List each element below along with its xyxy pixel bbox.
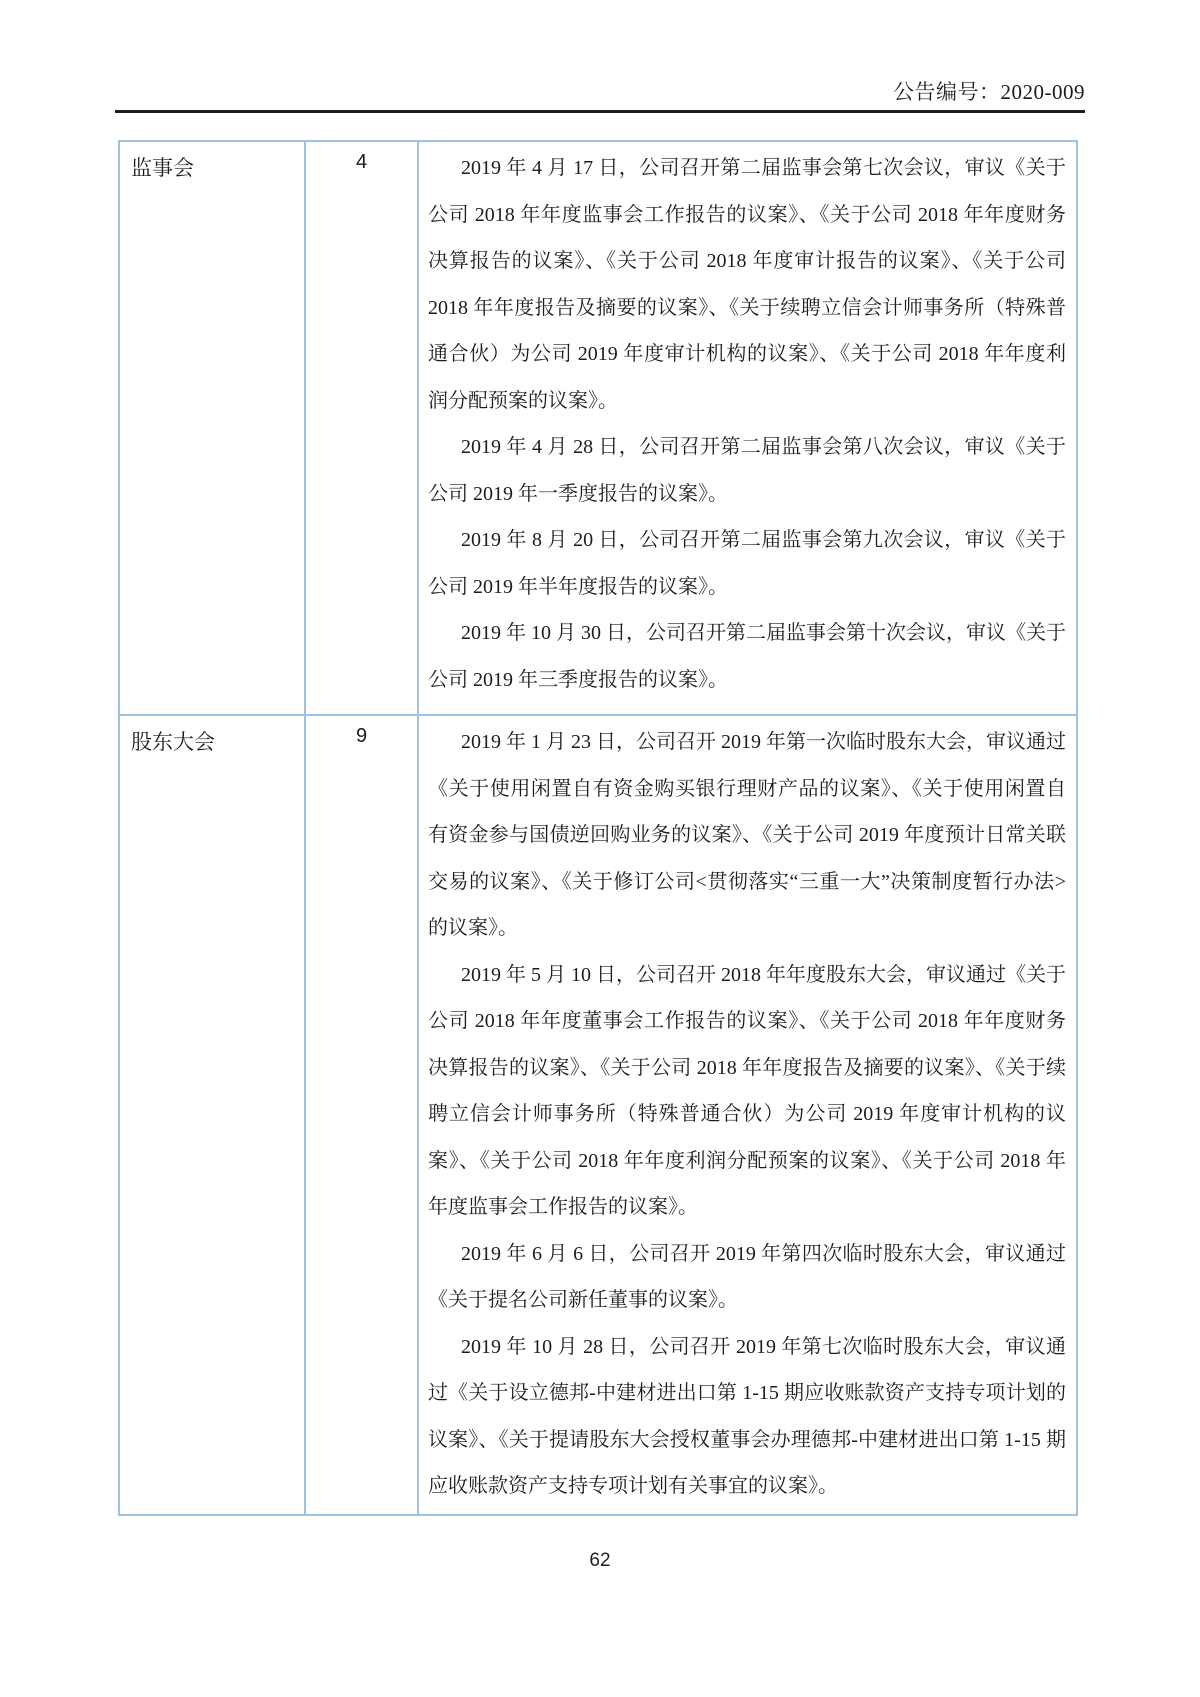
meeting-paragraph: 2019 年 4 月 17 日，公司召开第二届监事会第七次会议，审议《关于公司 2018 年年度监事会工作报告的议案》、《关于公司 2018 年年度财务决算报告的议案》、《关于公司 2018 年度审计报告的议案》、《关于公司 2018 年年度报告及摘要的议案》、《关于续聘立信会计师事务所（特殊普通合伙）为公司 2019 年度审计机构的议案》、《关于公司 2018 年年度利润分配预案的议案》。 bbox=[428, 157, 1066, 412]
meeting-paragraph: 2019 年 5 月 10 日，公司召开 2018 年年度股东大会，审议通过《关于公司 2018 年年度董事会工作报告的议案》、《关于公司 2018 年年度财务决算报告的议案》、《关于公司 2018 年年度报告及摘要的议案》、《关于续聘立信会计师事务所（特殊普通合伙）为公司 2019 年度审计机构的议案》、《关于公司 2018 年年度利润分配预案的议案》、《关于公司 2018 年年度监事会工作报告的议案》。 bbox=[428, 963, 1066, 1218]
meeting-paragraph: 2019 年 10 月 28 日，公司召开 2019 年第七次临时股东大会，审议通过《关于设立德邦-中建材进出口第 1-15 期应收账款资产支持专项计划的议案》、《关于提请股东大会授权董事会办理德邦-中建材进出口第 1-15 期应收账款资产支持专项计划有关事宜的议案》。 bbox=[428, 1335, 1066, 1497]
meeting-paragraph: 2019 年 8 月 20 日，公司召开第二届监事会第九次会议，审议《关于公司 2019 年半年度报告的议案》。 bbox=[428, 529, 1066, 598]
table-cell-org-row2: 股东大会 bbox=[120, 714, 304, 1514]
table-cell-org-row1: 监事会 bbox=[131, 156, 194, 180]
header-divider-line bbox=[115, 110, 1085, 113]
meeting-paragraph: 2019 年 1 月 23 日，公司召开 2019 年第一次临时股东大会，审议通过《关于使用闲置自有资金购买银行理财产品的议案》、《关于使用闲置自有资金参与国债逆回购业务的议案》、《关于公司 2019 年度预计日常关联交易的议案》、《关于修订公司<贯彻落实“三重一大”决策制度暂行办法>的议案》。 bbox=[428, 731, 1066, 939]
table-cell-count-row1: 4 bbox=[304, 142, 417, 714]
meeting-paragraph: 2019 年 4 月 28 日，公司召开第二届监事会第八次会议，审议《关于公司 2019 年一季度报告的议案》。 bbox=[428, 436, 1066, 505]
table-cell-count-row2: 9 bbox=[304, 714, 417, 1514]
announcement-number: 公告编号：2020-009 bbox=[893, 80, 1085, 104]
meetings-table bbox=[118, 140, 1078, 1516]
meeting-paragraph: 2019 年 10 月 30 日，公司召开第二届监事会第十次会议，审议《关于公司 2019 年三季度报告的议案》。 bbox=[428, 622, 1066, 691]
meeting-paragraph: 2019 年 6 月 6 日，公司召开 2019 年第四次临时股东大会，审议通过《关于提名公司新任董事的议案》。 bbox=[428, 1242, 1066, 1311]
page-number: 62 bbox=[589, 1550, 611, 1571]
table-cell-detail-row1 bbox=[417, 142, 1076, 714]
table-cell-detail-row2 bbox=[417, 714, 1076, 1514]
